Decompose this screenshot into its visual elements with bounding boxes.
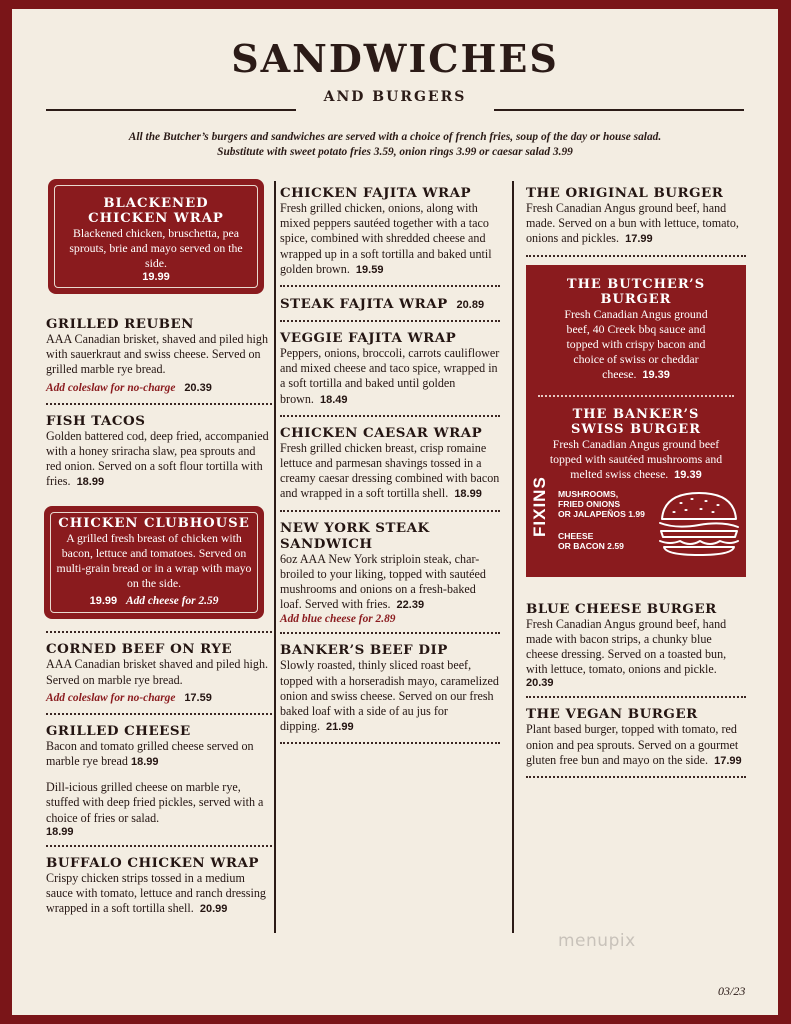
column-divider-2 — [512, 181, 514, 933]
dotted-divider — [526, 696, 746, 698]
item-name: CHICKEN FAJITA WRAP — [280, 185, 472, 201]
dotted-divider — [280, 415, 500, 417]
item-name: THE ORIGINAL BURGER — [526, 185, 724, 201]
column-middle — [280, 181, 500, 752]
item-price: 17.99 — [625, 233, 653, 246]
item-price-1: 18.99 — [130, 756, 159, 769]
item-description-1: Bacon and tomato grilled cheese served on marble rye bread 18.99 — [46, 738, 254, 769]
item-name: THE VEGAN BURGER — [526, 706, 698, 723]
item-description: 6oz AAA New York striploin steak, char-broiled to your liking, topped with sautéed mushrooms and onions on a fresh-baked loaf. Served with fries. 22.39 — [280, 551, 486, 612]
item-price: 22.39 — [396, 599, 425, 612]
item-name: BUFFALO CHICKEN WRAP — [46, 854, 259, 871]
item-price: 19.39 — [642, 368, 670, 381]
item-description: Blackened chicken, bruschetta, pea sprouts, brie and mayo served on the side. — [69, 226, 243, 270]
intro-text — [42, 130, 748, 160]
item-name: CHICKEN CAESAR WRAP — [280, 424, 483, 441]
menu-item-new-york-steak-sandwich — [280, 520, 500, 626]
dotted-divider — [526, 776, 746, 778]
item-price: 19.39 — [674, 468, 702, 481]
item-name-line-2: CHICKEN WRAP — [88, 211, 224, 226]
fixins-section — [530, 475, 738, 569]
item-description: Fresh Canadian Angus ground beef, hand made with bacon strips, a chunky blue cheese dressing. Served on a toasted bun, with lettuce, tomato, onions and pickle. — [526, 616, 727, 677]
item-name-line-1: BLACKENED — [103, 196, 209, 211]
item-name — [280, 520, 500, 552]
item-description-2: Dill-icious grilled cheese on marble rye, stuffed with deep fried pickles, served with a choice of fries or salad. — [46, 780, 264, 825]
item-note: Add cheese for 2.59 — [126, 595, 219, 608]
item-price: 20.39 — [184, 381, 212, 394]
item-name-line-1: THE BUTCHER’S — [566, 276, 706, 292]
item-description: Slowly roasted, thinly sliced roast beef, topped with a horseradish mayo, caramelized onion and swiss cheese. Served on our fresh baked loaf with a side of au jus for dipping. 21.99 — [280, 658, 499, 734]
item-note: Add blue cheese for 2.89 — [280, 613, 396, 626]
item-price: 17.59 — [184, 691, 212, 704]
item-description: AAA Canadian brisket shaved and piled high. Served on marble rye bread. — [46, 657, 269, 687]
item-price: 19.99 — [89, 595, 118, 608]
burger-icon — [656, 489, 742, 557]
menu-item-vegan-burger — [526, 706, 746, 769]
dotted-divider — [280, 320, 500, 322]
item-name-line-2: SANDWICH — [280, 535, 373, 552]
menu-item-original-burger — [526, 185, 746, 248]
item-name: GRILLED CHEESE — [46, 722, 191, 739]
item-description: Golden battered cod, deep fried, accompanied with a honey sriracha slaw, pea sprouts and red onion. Served on a soft flour tortilla with fries. 18.99 — [46, 428, 269, 489]
item-price-2: 18.99 — [46, 825, 74, 838]
item-price: 19.59 — [355, 263, 384, 276]
subtitle-rule-right — [494, 109, 744, 111]
item-name: BLUE CHEESE BURGER — [526, 600, 717, 617]
fixins-label: FIXINS — [530, 475, 549, 537]
dotted-divider — [280, 742, 500, 744]
dotted-divider — [280, 632, 500, 634]
intro-line-2: Substitute with sweet potato fries 3.59, onion rings 3.99 or caesar salad 3.99 — [217, 146, 573, 158]
menu-item-veggie-fajita-wrap — [280, 330, 500, 408]
menu-title: SANDWICHES — [231, 36, 559, 81]
menu-page — [12, 9, 778, 1015]
item-note: Add coleslaw for no-charge — [46, 381, 176, 394]
item-description: Fresh Canadian Angus ground beef topped with sautéed mushrooms and melted swiss cheese. 19.39 — [549, 436, 723, 481]
dotted-divider — [46, 631, 272, 633]
intro-line-1: All the Butcher’s burgers and sandwiches are served with a choice of french fries, soup of the day or house salad. — [128, 131, 662, 143]
menu-subtitle: AND BURGERS — [323, 89, 467, 105]
dotted-divider — [46, 713, 272, 715]
item-description: Crispy chicken strips tossed in a medium sauce with tomato, lettuce and ranch dressing wrapped in a soft tortilla shell. 20.99 — [46, 870, 266, 916]
dotted-divider — [46, 403, 272, 405]
featured-burgers-panel — [526, 265, 746, 577]
spacer — [526, 591, 746, 593]
dotted-divider — [280, 285, 500, 287]
item-name — [58, 196, 254, 226]
item-price: 18.99 — [76, 476, 105, 489]
menu-item-bankers-beef-dip — [280, 642, 500, 735]
item-name-line-1: NEW YORK STEAK — [280, 519, 430, 536]
item-note: Add coleslaw for no-charge — [46, 691, 176, 704]
item-description: Fresh Canadian Angus ground beef, 40 Creek bbq sauce and topped with crispy bacon and choice of swiss or cheddar cheese. 19.39 — [564, 306, 708, 381]
subtitle-row — [46, 87, 744, 117]
menu-date: 03/23 — [718, 984, 746, 998]
menu-item-chicken-fajita-wrap — [280, 185, 500, 278]
dotted-divider — [46, 845, 272, 847]
item-description: Plant based burger, topped with tomato, red onion and pea sprouts. Served on a gourmet gluten free bun and mayo on the side. 17.99 — [526, 722, 742, 767]
menu-item-blue-cheese-burger — [526, 601, 746, 690]
item-name: CHICKEN CLUBHOUSE — [58, 516, 250, 532]
subtitle-rule-left — [46, 109, 296, 111]
menu-item-chicken-caesar-wrap — [280, 425, 500, 503]
item-price: 20.89 — [456, 299, 485, 312]
item-price: 18.49 — [319, 393, 348, 406]
item-price: 18.99 — [454, 488, 482, 501]
dotted-divider — [280, 510, 500, 512]
item-name: STEAK FAJITA WRAP — [280, 296, 448, 313]
item-description: AAA Canadian brisket, shaved and piled high with sauerkraut and swiss cheese. Served on grilled marble rye bread. — [46, 332, 269, 377]
column-right — [526, 181, 746, 786]
menu-item-steak-fajita-wrap — [280, 295, 500, 313]
item-name: BANKER’S BEEF DIP — [280, 642, 448, 659]
item-description: Peppers, onions, broccoli, carrots cauliflower and mixed cheese and taco spice, wrapped in a soft tortilla and baked until golden brown. 18.49 — [280, 346, 500, 406]
item-name: CORNED BEEF ON RYE — [46, 641, 233, 658]
menu-item-chicken-clubhouse — [46, 508, 262, 617]
menu-item-corned-beef-on-rye — [46, 641, 272, 705]
item-price: 20.39 — [526, 677, 554, 690]
item-description: A grilled fresh breast of chicken with bacon, lettuce and tomatoes. Served on multi-grain bread or in a wrap with mayo on the side. — [56, 531, 252, 591]
item-name: VEGGIE FAJITA WRAP — [280, 330, 457, 347]
menu-item-grilled-cheese — [46, 723, 272, 838]
item-description: Fresh Canadian Angus ground beef, hand made. Served on a bun with lettuce, tomato, onions and pickles. 17.99 — [526, 201, 739, 246]
item-description: Fresh grilled chicken breast, crisp romaine lettuce and parmesan shavings tossed in a creamy caesar dressing combined with bacon and wrapped in a soft tortilla shell. 18.99 — [280, 440, 500, 501]
dotted-divider — [526, 255, 746, 257]
fixins-option-2: CHEESE OR BACON 2.59 — [558, 530, 624, 551]
item-name — [534, 407, 738, 437]
item-name — [534, 277, 738, 307]
menupix-watermark: menupix — [558, 931, 636, 951]
item-price: 17.99 — [714, 754, 742, 767]
fixins-option-1: MUSHROOMS, FRIED ONIONS OR JALAPEÑOS 1.99 — [558, 488, 645, 519]
menu-item-fish-tacos — [46, 413, 272, 491]
item-name-line-1: THE BANKER’S — [572, 406, 700, 422]
item-price: 20.99 — [199, 903, 228, 916]
panel-dotted-divider — [538, 395, 734, 397]
menu-item-grilled-reuben — [46, 316, 272, 396]
item-description: Fresh grilled chicken, onions, along with mixed peppers sautéed together with a taco spice, combined with shredded cheese and wrapped up in a soft tortilla and baked until golden brown. 19.59 — [280, 201, 492, 276]
item-name-line-2: SWISS BURGER — [570, 421, 702, 437]
menu-item-bankers-swiss-burger — [534, 407, 738, 483]
column-left — [46, 181, 272, 917]
menu-item-blackened-chicken-wrap — [50, 181, 262, 292]
item-price: 19.99 — [142, 271, 170, 283]
menu-item-buffalo-chicken-wrap — [46, 855, 272, 918]
item-name: GRILLED REUBEN — [46, 316, 194, 332]
item-name-line-2: BURGER — [600, 291, 672, 307]
menu-item-butchers-burger — [534, 277, 738, 383]
item-name: FISH TACOS — [46, 412, 146, 429]
column-divider-1 — [274, 181, 276, 933]
item-price: 21.99 — [326, 721, 354, 734]
